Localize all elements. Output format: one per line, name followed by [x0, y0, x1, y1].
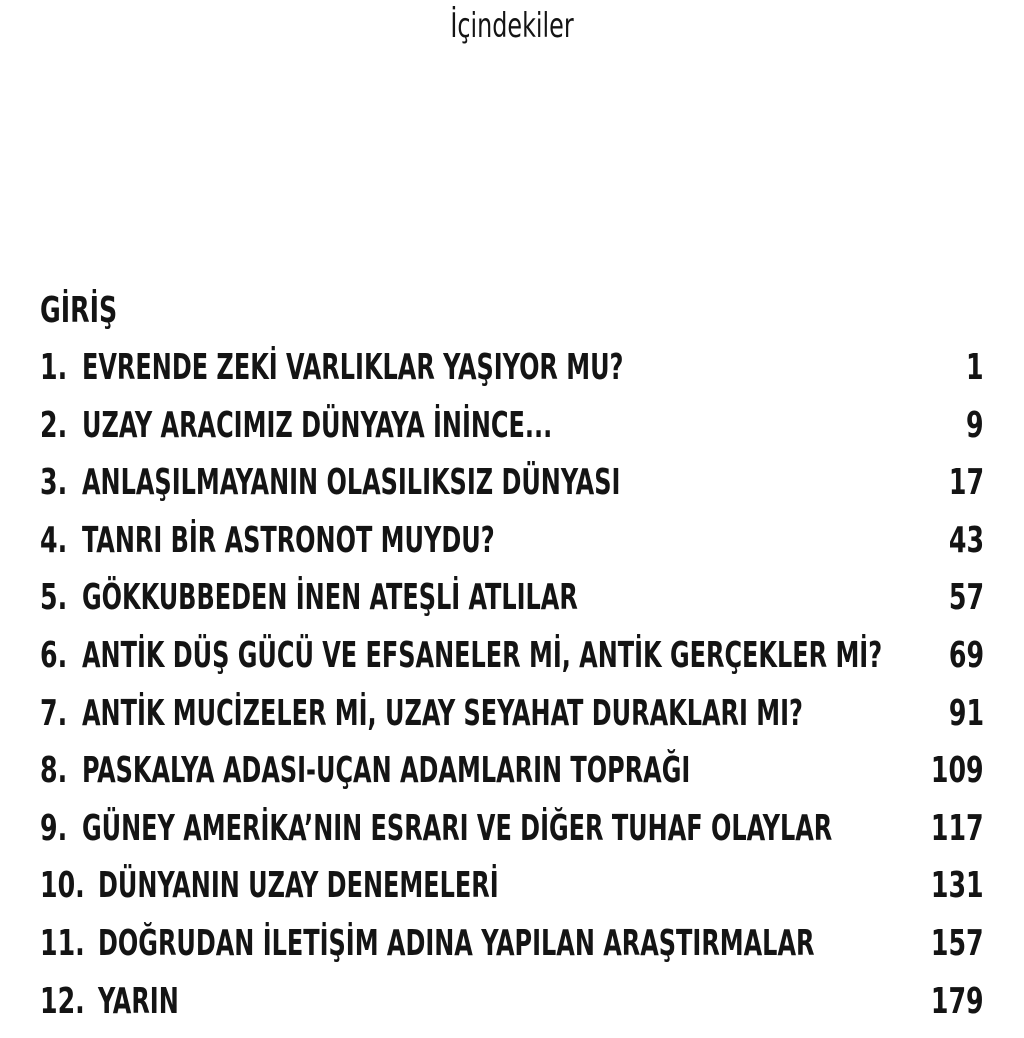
toc-entry-page: 43	[948, 519, 984, 561]
toc-entry	[0, 865, 1024, 923]
toc-entry-page: 91	[948, 692, 984, 734]
toc-entry-page: 131	[931, 865, 984, 907]
toc-entry	[0, 981, 1024, 1038]
page-title: İçindekiler	[450, 6, 574, 46]
toc-entry-title: UZAY ARACIMIZ DÜNYAYA İNİNCE...	[82, 404, 553, 446]
toc-entry-page: 117	[931, 807, 984, 849]
toc-list	[0, 347, 1024, 1038]
toc-entry	[0, 750, 1024, 808]
toc-entry-number: 7.	[40, 692, 68, 734]
toc-entry-page: 109	[931, 750, 984, 792]
toc-entry-title: DÜNYANIN UZAY DENEMELERİ	[98, 865, 499, 907]
toc-entry	[0, 520, 1024, 578]
toc-entry-number: 12.	[40, 980, 85, 1022]
toc-entry-number: 11.	[40, 922, 85, 964]
toc-entry	[0, 462, 1024, 520]
toc-entry-title: DOĞRUDAN İLETİŞİM ADINA YAPILAN ARAŞTIRMALAR	[98, 922, 815, 964]
toc-entry-page: 57	[948, 577, 984, 619]
toc-entry-title: ANTİK MUCİZELER Mİ, UZAY SEYAHAT DURAKLARI MI?	[82, 692, 803, 734]
toc-entry	[0, 808, 1024, 866]
toc-entry-number: 8.	[40, 750, 68, 792]
toc-entry-number: 10.	[40, 865, 85, 907]
toc-entry-page: 9	[966, 404, 984, 446]
toc-entry-number: 6.	[40, 634, 68, 676]
toc-entry-page: 1	[966, 347, 984, 388]
toc-entry-page: 69	[948, 634, 984, 676]
toc-entry-number: 5.	[40, 577, 68, 619]
toc-entry-title: ANLAŞILMAYANIN OLASILIKSIZ DÜNYASI	[82, 462, 621, 504]
toc-entry	[0, 923, 1024, 981]
toc-entry-page: 179	[931, 980, 984, 1022]
toc-entry-title: EVRENDE ZEKİ VARLIKLAR YAŞIYOR MU?	[82, 347, 624, 388]
toc-entry	[0, 635, 1024, 693]
toc-entry-number: 9.	[40, 807, 68, 849]
toc-entry-number: 4.	[40, 519, 68, 561]
toc-entry-title: PASKALYA ADASI-UÇAN ADAMLARIN TOPRAĞI	[82, 750, 691, 792]
toc-entry	[0, 405, 1024, 463]
toc-entry-title: TANRI BİR ASTRONOT MUYDU?	[82, 519, 495, 561]
toc-entry	[0, 693, 1024, 751]
toc-entry-title: ANTİK DÜŞ GÜCÜ VE EFSANELER Mİ, ANTİK GERÇEKLER Mİ?	[82, 634, 883, 676]
toc-entry-number: 1.	[40, 347, 68, 388]
toc-entry-title: GÖKKUBBEDEN İNEN ATEŞLİ ATLILAR	[82, 577, 578, 619]
toc-entry	[0, 577, 1024, 635]
toc-entry-number: 2.	[40, 404, 68, 446]
toc-entry-title: YARIN	[98, 980, 179, 1022]
toc-entry-number: 3.	[40, 462, 68, 504]
toc-entry-title: GÜNEY AMERİKA’NIN ESRARI VE DİĞER TUHAF OLAYLAR	[82, 807, 833, 849]
toc-intro-entry: GİRİŞ	[40, 290, 118, 331]
toc-entry	[0, 347, 1024, 405]
toc-entry-page: 157	[931, 922, 984, 964]
toc-entry-page: 17	[948, 462, 984, 504]
